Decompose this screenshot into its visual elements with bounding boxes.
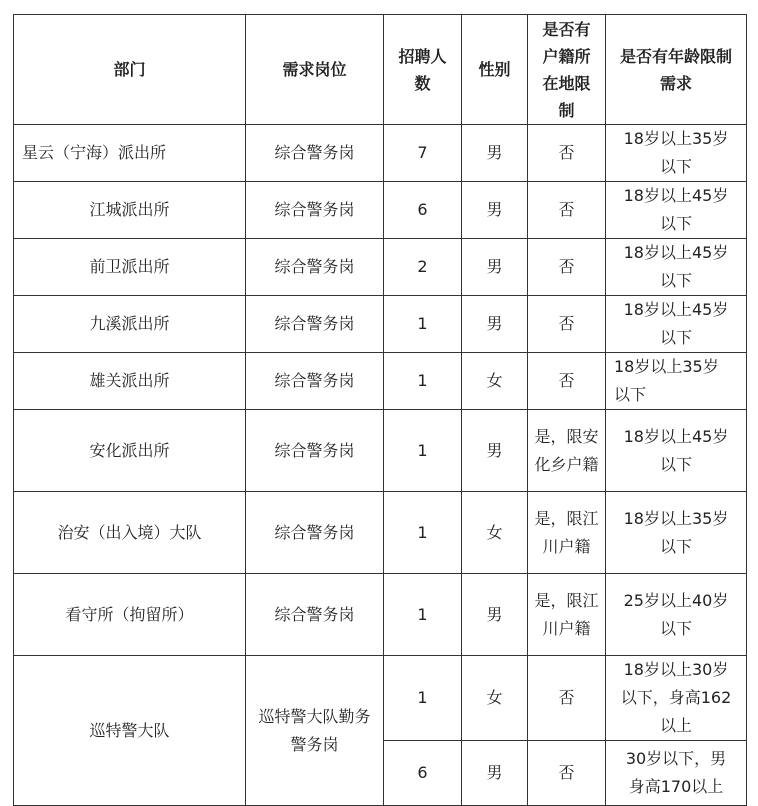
cell-dept: 九溪派出所 [14, 296, 246, 353]
cell-count: 1 [384, 492, 462, 574]
cell-hukou: 否 [528, 182, 606, 239]
cell-post: 综合警务岗 [246, 492, 384, 574]
cell-dept: 安化派出所 [14, 410, 246, 492]
header-post: 需求岗位 [246, 15, 384, 125]
cell-hukou: 否 [528, 353, 606, 410]
cell-count: 1 [384, 410, 462, 492]
cell-age: 18岁以上45岁以下 [606, 296, 747, 353]
cell-age: 30岁以下，男身高170以上 [606, 741, 747, 806]
cell-gender: 男 [462, 125, 528, 182]
cell-gender: 男 [462, 182, 528, 239]
cell-hukou: 否 [528, 741, 606, 806]
cell-count: 1 [384, 296, 462, 353]
cell-hukou: 否 [528, 125, 606, 182]
cell-count: 2 [384, 239, 462, 296]
cell-gender: 男 [462, 741, 528, 806]
cell-post: 综合警务岗 [246, 296, 384, 353]
cell-gender: 女 [462, 492, 528, 574]
header-dept: 部门 [14, 15, 246, 125]
cell-post: 综合警务岗 [246, 182, 384, 239]
cell-gender: 男 [462, 410, 528, 492]
cell-dept: 巡特警大队 [14, 656, 246, 806]
table-row [14, 125, 747, 182]
table-row [14, 410, 747, 492]
cell-hukou: 否 [528, 239, 606, 296]
cell-age: 18岁以上45岁以下 [606, 182, 747, 239]
table-row [14, 239, 747, 296]
cell-post: 综合警务岗 [246, 239, 384, 296]
cell-post: 综合警务岗 [246, 574, 384, 656]
cell-age: 18岁以上35岁以下 [606, 353, 747, 410]
cell-count: 6 [384, 741, 462, 806]
header-gender: 性别 [462, 15, 528, 125]
cell-age: 18岁以上45岁以下 [606, 239, 747, 296]
cell-age: 18岁以上35岁以下 [606, 492, 747, 574]
cell-dept: 前卫派出所 [14, 239, 246, 296]
cell-gender: 男 [462, 296, 528, 353]
cell-hukou: 是，限安化乡户籍 [528, 410, 606, 492]
table-row [14, 182, 747, 239]
table-row [14, 656, 747, 741]
cell-count: 1 [384, 353, 462, 410]
cell-hukou: 是，限江川户籍 [528, 492, 606, 574]
cell-hukou: 否 [528, 296, 606, 353]
header-row [14, 15, 747, 125]
table-row [14, 574, 747, 656]
table-row [14, 353, 747, 410]
header-hukou: 是否有户籍所在地限制 [528, 15, 606, 125]
cell-count: 6 [384, 182, 462, 239]
cell-age: 18岁以上35岁以下 [606, 125, 747, 182]
cell-post: 综合警务岗 [246, 125, 384, 182]
cell-dept: 江城派出所 [14, 182, 246, 239]
cell-age: 18岁以上45岁以下 [606, 410, 747, 492]
cell-dept: 治安（出入境）大队 [14, 492, 246, 574]
header-age: 是否有年龄限制需求 [606, 15, 747, 125]
cell-count: 1 [384, 656, 462, 741]
cell-age: 18岁以上30岁以下，身高162以上 [606, 656, 747, 741]
cell-age: 25岁以上40岁以下 [606, 574, 747, 656]
cell-gender: 男 [462, 239, 528, 296]
cell-gender: 男 [462, 574, 528, 656]
cell-post: 综合警务岗 [246, 410, 384, 492]
cell-post: 综合警务岗 [246, 353, 384, 410]
cell-dept: 星云（宁海）派出所 [14, 125, 246, 182]
header-count: 招聘人数 [384, 15, 462, 125]
cell-dept: 看守所（拘留所） [14, 574, 246, 656]
table-row [14, 296, 747, 353]
cell-hukou: 否 [528, 656, 606, 741]
cell-post: 巡特警大队勤务警务岗 [246, 656, 384, 806]
cell-gender: 女 [462, 656, 528, 741]
cell-hukou: 是，限江川户籍 [528, 574, 606, 656]
recruitment-table [13, 14, 747, 806]
cell-count: 7 [384, 125, 462, 182]
table-row [14, 492, 747, 574]
cell-gender: 女 [462, 353, 528, 410]
cell-dept: 雄关派出所 [14, 353, 246, 410]
cell-count: 1 [384, 574, 462, 656]
